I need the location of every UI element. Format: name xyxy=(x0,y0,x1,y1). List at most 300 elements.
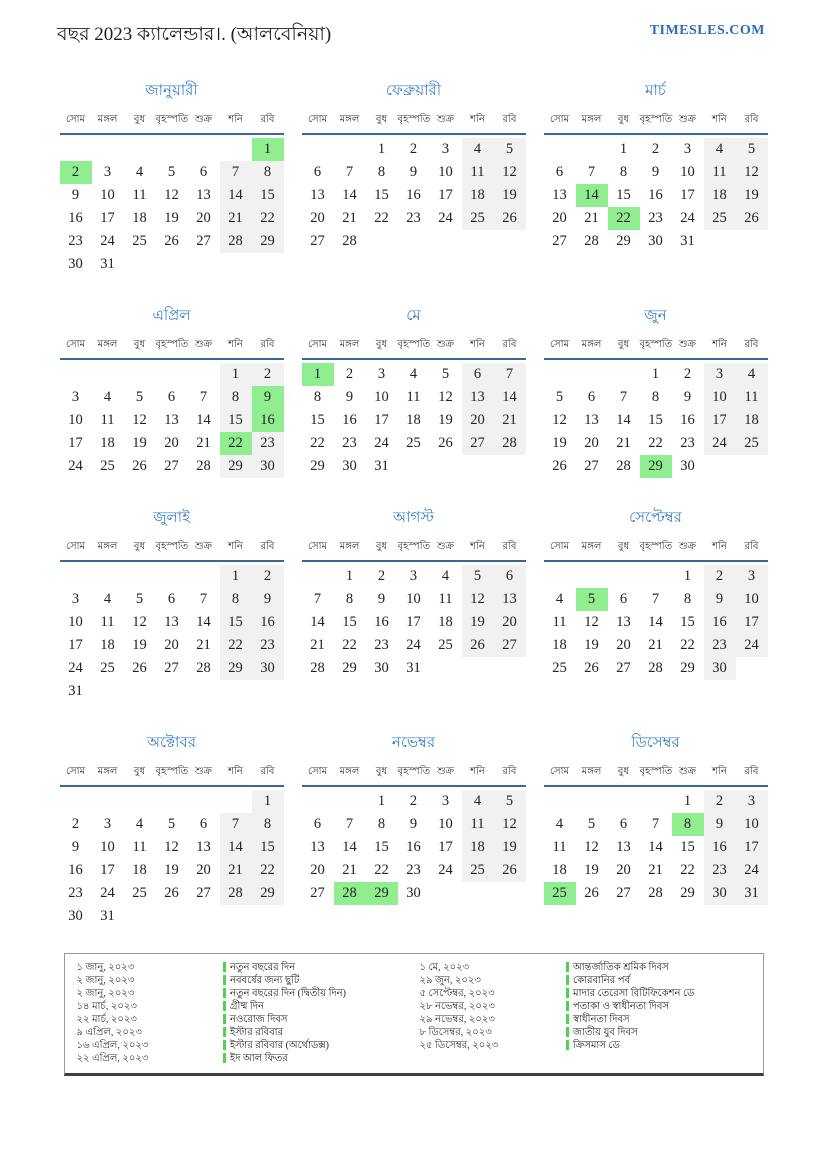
holiday-marker-icon xyxy=(223,1040,226,1050)
empty-cell xyxy=(60,565,92,588)
weekday-label: শনি xyxy=(470,339,485,350)
day-cell: 12 xyxy=(462,588,494,611)
day-cell: 9 xyxy=(704,813,736,836)
day-cell: 14 xyxy=(342,839,357,855)
day-cell: 1 xyxy=(220,565,252,588)
day-cell: 15 xyxy=(648,412,663,428)
day-cell: 24 xyxy=(406,637,421,653)
day-cell: 27 xyxy=(196,885,211,901)
header-rule xyxy=(302,358,526,360)
day-cell: 30 xyxy=(704,882,736,905)
weekday-header-row xyxy=(302,764,526,785)
day-cell: 26 xyxy=(552,458,567,474)
day-cell: 17 xyxy=(438,839,453,855)
day-cell: 20 xyxy=(164,637,179,653)
weekday-label: রবি xyxy=(744,339,759,350)
empty-cell xyxy=(576,565,608,588)
empty-cell xyxy=(608,790,640,813)
day-cell: 17 xyxy=(680,187,695,203)
day-cell: 10 xyxy=(438,164,453,180)
day-cell: 24 xyxy=(100,885,115,901)
day-cell: 10 xyxy=(68,412,83,428)
weekday-label: মঙ্গল xyxy=(581,339,602,350)
day-cell: 17 xyxy=(100,862,115,878)
weekday-label: শুক্র xyxy=(437,114,454,125)
holiday-day-cell: 25 xyxy=(544,882,576,905)
holiday-day-cell: 1 xyxy=(302,363,334,386)
month-title: জুন xyxy=(644,308,667,324)
weekday-label: রবি xyxy=(502,541,517,552)
day-cell: 8 xyxy=(252,161,284,184)
day-cell: 10 xyxy=(680,164,695,180)
days-grid xyxy=(60,363,284,478)
day-cell: 20 xyxy=(494,611,526,634)
holiday-name xyxy=(223,961,409,974)
day-cell: 10 xyxy=(100,187,115,203)
day-cell: 3 xyxy=(409,568,418,584)
day-cell: 19 xyxy=(584,637,599,653)
holiday-name-text: স্বাধীনতা দিবস xyxy=(573,1014,630,1025)
holiday-name-text: নববর্ষের জন্য ছুটি xyxy=(230,975,300,986)
day-cell: 13 xyxy=(584,412,599,428)
weekday-label: শনি xyxy=(228,541,243,552)
day-cell: 15 xyxy=(374,839,389,855)
month-block xyxy=(60,304,284,478)
day-cell: 2 xyxy=(651,141,660,157)
day-cell: 8 xyxy=(619,164,628,180)
empty-cell xyxy=(60,790,92,813)
day-cell: 30 xyxy=(252,657,284,680)
day-cell: 11 xyxy=(552,839,567,855)
day-cell: 16 xyxy=(342,412,357,428)
holiday-day-cell: 8 xyxy=(672,813,704,836)
day-cell: 28 xyxy=(220,882,252,905)
day-cell: 19 xyxy=(552,435,567,451)
weekday-label: সোম xyxy=(65,766,86,777)
day-cell: 19 xyxy=(164,862,179,878)
day-cell: 19 xyxy=(132,637,147,653)
weekday-label: রবি xyxy=(260,766,275,777)
day-cell: 2 xyxy=(409,141,418,157)
day-cell: 3 xyxy=(736,790,768,813)
empty-cell xyxy=(156,138,188,161)
day-cell: 13 xyxy=(616,839,631,855)
day-cell: 10 xyxy=(736,813,768,836)
holiday-marker-icon xyxy=(223,975,226,985)
empty-cell xyxy=(188,790,220,813)
day-cell: 15 xyxy=(374,187,389,203)
day-cell: 6 xyxy=(167,389,176,405)
holiday-date: ১ মে, ২০২৩ xyxy=(419,962,470,973)
day-cell: 24 xyxy=(438,862,453,878)
day-cell: 12 xyxy=(494,813,526,836)
day-cell: 15 xyxy=(616,187,631,203)
day-cell: 7 xyxy=(345,816,354,832)
day-cell: 4 xyxy=(103,389,112,405)
empty-cell xyxy=(220,138,252,161)
weekday-label: সোম xyxy=(549,339,570,350)
day-cell: 8 xyxy=(377,164,386,180)
day-cell: 16 xyxy=(648,187,663,203)
empty-cell xyxy=(188,138,220,161)
day-cell: 21 xyxy=(310,637,325,653)
day-cell: 10 xyxy=(68,614,83,630)
weekday-label: শুক্র xyxy=(195,541,212,552)
day-cell: 1 xyxy=(651,366,660,382)
day-cell: 13 xyxy=(462,386,494,409)
holiday-marker-icon xyxy=(566,988,569,998)
day-cell: 26 xyxy=(164,885,179,901)
day-cell: 19 xyxy=(462,611,494,634)
day-cell: 23 xyxy=(252,432,284,455)
day-cell: 11 xyxy=(132,187,147,203)
empty-cell xyxy=(124,363,156,386)
day-cell: 2 xyxy=(704,565,736,588)
day-cell: 24 xyxy=(736,859,768,882)
day-cell: 3 xyxy=(441,793,450,809)
day-cell: 25 xyxy=(100,660,115,676)
day-cell: 16 xyxy=(252,611,284,634)
day-cell: 2 xyxy=(409,793,418,809)
day-cell: 21 xyxy=(648,862,663,878)
page-header xyxy=(0,0,827,52)
day-cell: 4 xyxy=(736,363,768,386)
empty-cell xyxy=(544,565,576,588)
holiday-marker-icon xyxy=(223,988,226,998)
holiday-name xyxy=(566,1026,752,1039)
weekday-label: শনি xyxy=(470,114,485,125)
empty-cell xyxy=(92,363,124,386)
day-cell: 14 xyxy=(220,184,252,207)
day-cell: 14 xyxy=(220,836,252,859)
day-cell: 28 xyxy=(648,885,663,901)
day-cell: 11 xyxy=(132,839,147,855)
day-cell: 26 xyxy=(462,634,494,657)
holiday-name-text: ইস্টার রবিবার xyxy=(230,1027,284,1038)
day-cell: 29 xyxy=(616,233,631,249)
weekday-label: বৃহস্পতি xyxy=(639,114,673,125)
day-cell: 17 xyxy=(100,210,115,226)
day-cell: 17 xyxy=(736,611,768,634)
day-cell: 19 xyxy=(584,862,599,878)
days-grid xyxy=(302,790,526,905)
weekday-label: বুধ xyxy=(375,339,388,350)
weekday-label: বৃহস্পতি xyxy=(155,766,189,777)
day-cell: 13 xyxy=(552,187,567,203)
day-cell: 2 xyxy=(71,816,80,832)
day-cell: 5 xyxy=(167,164,176,180)
empty-cell xyxy=(156,790,188,813)
day-cell: 18 xyxy=(704,184,736,207)
day-cell: 19 xyxy=(164,210,179,226)
weekday-label: শনি xyxy=(712,541,727,552)
day-cell: 29 xyxy=(342,660,357,676)
day-cell: 24 xyxy=(374,435,389,451)
weekday-label: শুক্র xyxy=(195,114,212,125)
holiday-marker-icon xyxy=(566,962,569,972)
day-cell: 29 xyxy=(680,885,695,901)
day-cell: 12 xyxy=(584,614,599,630)
day-cell: 13 xyxy=(164,614,179,630)
holiday-name-text: নওরোজ দিবস xyxy=(230,1014,288,1025)
day-cell: 19 xyxy=(438,412,453,428)
weekday-label: সোম xyxy=(65,114,86,125)
holiday-date: ৮ ডিসেম্বর, ২০২৩ xyxy=(419,1027,492,1038)
day-cell: 9 xyxy=(409,816,418,832)
header-rule xyxy=(544,785,768,787)
day-cell: 22 xyxy=(342,637,357,653)
day-cell: 17 xyxy=(438,187,453,203)
day-cell: 15 xyxy=(252,184,284,207)
day-cell: 26 xyxy=(584,660,599,676)
day-cell: 17 xyxy=(68,435,83,451)
day-cell: 3 xyxy=(103,816,112,832)
day-cell: 30 xyxy=(342,458,357,474)
day-cell: 23 xyxy=(704,859,736,882)
weekday-header-row xyxy=(302,539,526,560)
empty-cell xyxy=(124,790,156,813)
day-cell: 12 xyxy=(438,389,453,405)
day-cell: 3 xyxy=(704,363,736,386)
weekday-label: মঙ্গল xyxy=(339,114,360,125)
empty-cell xyxy=(544,138,576,161)
month-block xyxy=(544,304,768,478)
days-grid xyxy=(544,565,768,680)
day-cell: 25 xyxy=(406,435,421,451)
header-rule xyxy=(60,560,284,562)
holiday-name-text: পতাকা ও স্বাধীনতা দিবস xyxy=(573,1001,670,1012)
weekday-label: শনি xyxy=(228,114,243,125)
weekday-header-row xyxy=(544,112,768,133)
day-cell: 15 xyxy=(220,409,252,432)
day-cell: 14 xyxy=(310,614,325,630)
day-cell: 6 xyxy=(313,816,322,832)
day-cell: 28 xyxy=(310,660,325,676)
brand-link[interactable]: TIMESLES.COM xyxy=(649,23,765,38)
day-cell: 6 xyxy=(587,389,596,405)
day-cell: 10 xyxy=(438,816,453,832)
month-title: মে xyxy=(406,308,421,324)
day-cell: 31 xyxy=(100,256,115,272)
day-cell: 17 xyxy=(736,836,768,859)
holiday-marker-icon xyxy=(223,1053,226,1063)
day-cell: 13 xyxy=(310,839,325,855)
day-cell: 10 xyxy=(100,839,115,855)
day-cell: 30 xyxy=(406,885,421,901)
day-cell: 7 xyxy=(220,161,252,184)
empty-cell xyxy=(544,363,576,386)
day-cell: 8 xyxy=(345,591,354,607)
day-cell: 22 xyxy=(680,637,695,653)
header-rule xyxy=(60,133,284,135)
day-cell: 3 xyxy=(103,164,112,180)
day-cell: 2 xyxy=(252,363,284,386)
day-cell: 26 xyxy=(438,435,453,451)
day-cell: 11 xyxy=(406,389,421,405)
weekday-label: শনি xyxy=(470,766,485,777)
day-cell: 22 xyxy=(374,862,389,878)
day-cell: 14 xyxy=(648,614,663,630)
day-cell: 5 xyxy=(462,565,494,588)
holiday-date: ২২ এপ্রিল, ২০২৩ xyxy=(76,1053,149,1064)
holiday-marker-icon xyxy=(566,1027,569,1037)
header-rule xyxy=(302,560,526,562)
holiday-name-text: ক্রিসমাস ডে xyxy=(573,1040,620,1051)
day-cell: 12 xyxy=(552,412,567,428)
holiday-name-text: নতুন বছরের দিন xyxy=(230,962,296,973)
day-cell: 18 xyxy=(552,637,567,653)
weekday-label: সোম xyxy=(549,541,570,552)
day-cell: 19 xyxy=(494,184,526,207)
empty-cell xyxy=(124,138,156,161)
day-cell: 28 xyxy=(616,458,631,474)
holiday-name xyxy=(223,1039,409,1052)
empty-cell xyxy=(156,363,188,386)
empty-cell xyxy=(302,565,334,588)
day-cell: 5 xyxy=(587,816,596,832)
day-cell: 10 xyxy=(406,591,421,607)
holiday-date: ৫ সেপ্টেম্বর, ২০২৩ xyxy=(419,988,495,999)
weekday-label: রবি xyxy=(502,114,517,125)
day-cell: 16 xyxy=(704,611,736,634)
holiday-date: ২ জানু, ২০২৩ xyxy=(76,988,135,999)
header-rule xyxy=(544,358,768,360)
day-cell: 26 xyxy=(132,458,147,474)
holiday-day-cell: 5 xyxy=(576,588,608,611)
day-cell: 23 xyxy=(406,210,421,226)
day-cell: 25 xyxy=(462,859,494,882)
weekday-label: বৃহস্পতি xyxy=(639,339,673,350)
day-cell: 5 xyxy=(135,591,144,607)
empty-cell xyxy=(576,138,608,161)
day-cell: 22 xyxy=(648,435,663,451)
weekday-label: সোম xyxy=(307,541,328,552)
day-cell: 9 xyxy=(683,389,692,405)
day-cell: 15 xyxy=(342,614,357,630)
holiday-marker-icon xyxy=(223,1014,226,1024)
day-cell: 6 xyxy=(313,164,322,180)
day-cell: 21 xyxy=(494,409,526,432)
day-cell: 12 xyxy=(584,839,599,855)
days-grid xyxy=(60,790,284,928)
weekday-label: শনি xyxy=(712,114,727,125)
day-cell: 13 xyxy=(616,614,631,630)
day-cell: 30 xyxy=(68,908,83,924)
day-cell: 14 xyxy=(196,614,211,630)
day-cell: 15 xyxy=(680,614,695,630)
day-cell: 26 xyxy=(494,859,526,882)
day-cell: 13 xyxy=(310,187,325,203)
holiday-marker-icon xyxy=(223,1027,226,1037)
day-cell: 26 xyxy=(132,660,147,676)
days-grid xyxy=(544,363,768,478)
month-title: ডিসেম্বর xyxy=(631,735,680,751)
month-block xyxy=(302,506,526,703)
day-cell: 24 xyxy=(680,210,695,226)
weekday-label: বুধ xyxy=(133,339,146,350)
legend-left xyxy=(77,961,410,1065)
weekday-label: সোম xyxy=(549,766,570,777)
day-cell: 21 xyxy=(584,210,599,226)
weekday-label: শনি xyxy=(228,339,243,350)
empty-cell xyxy=(334,138,366,161)
weekday-label: রবি xyxy=(744,766,759,777)
days-grid xyxy=(302,363,526,478)
holiday-name xyxy=(566,961,752,974)
day-cell: 1 xyxy=(377,793,386,809)
day-cell: 1 xyxy=(377,141,386,157)
weekday-header-row xyxy=(302,337,526,358)
day-cell: 18 xyxy=(132,862,147,878)
weekday-label: বৃহস্পতি xyxy=(639,766,673,777)
day-cell: 25 xyxy=(462,207,494,230)
day-cell: 27 xyxy=(552,233,567,249)
empty-cell xyxy=(60,363,92,386)
holiday-name xyxy=(223,1000,409,1013)
month-title: অক্টোবর xyxy=(146,735,197,751)
day-cell: 9 xyxy=(252,588,284,611)
holiday-day-cell: 2 xyxy=(60,161,92,184)
day-cell: 11 xyxy=(552,614,567,630)
day-cell: 18 xyxy=(736,409,768,432)
day-cell: 16 xyxy=(374,614,389,630)
day-cell: 5 xyxy=(441,366,450,382)
day-cell: 25 xyxy=(736,432,768,455)
weekday-label: বুধ xyxy=(617,766,630,777)
day-cell: 27 xyxy=(164,458,179,474)
weekday-label: মঙ্গল xyxy=(97,541,118,552)
day-cell: 3 xyxy=(441,141,450,157)
day-cell: 6 xyxy=(199,164,208,180)
day-cell: 22 xyxy=(252,207,284,230)
weekday-label: মঙ্গল xyxy=(581,114,602,125)
day-cell: 15 xyxy=(252,836,284,859)
day-cell: 9 xyxy=(377,591,386,607)
day-cell: 27 xyxy=(164,660,179,676)
header-rule xyxy=(60,358,284,360)
holiday-marker-icon xyxy=(566,1014,569,1024)
day-cell: 31 xyxy=(680,233,695,249)
header-rule xyxy=(544,560,768,562)
day-cell: 8 xyxy=(683,591,692,607)
day-cell: 1 xyxy=(220,363,252,386)
holiday-date: ১ জানু, ২০২৩ xyxy=(76,962,135,973)
day-cell: 7 xyxy=(199,389,208,405)
empty-cell xyxy=(92,790,124,813)
day-cell: 18 xyxy=(552,862,567,878)
month-block xyxy=(544,79,768,276)
day-cell: 28 xyxy=(342,233,357,249)
day-cell: 18 xyxy=(462,836,494,859)
day-cell: 25 xyxy=(132,233,147,249)
empty-cell xyxy=(576,790,608,813)
holiday-day-cell: 28 xyxy=(334,882,366,905)
day-cell: 21 xyxy=(196,637,211,653)
weekday-label: বৃহস্পতি xyxy=(397,114,431,125)
day-cell: 30 xyxy=(648,233,663,249)
holiday-name xyxy=(223,1026,409,1039)
day-cell: 6 xyxy=(494,565,526,588)
day-cell: 11 xyxy=(462,813,494,836)
day-cell: 9 xyxy=(409,164,418,180)
weekday-label: মঙ্গল xyxy=(97,114,118,125)
day-cell: 2 xyxy=(704,790,736,813)
day-cell: 13 xyxy=(196,187,211,203)
day-cell: 22 xyxy=(680,862,695,878)
day-cell: 28 xyxy=(220,230,252,253)
day-cell: 14 xyxy=(616,412,631,428)
holiday-date: ৯ এপ্রিল, ২০২৩ xyxy=(76,1027,142,1038)
